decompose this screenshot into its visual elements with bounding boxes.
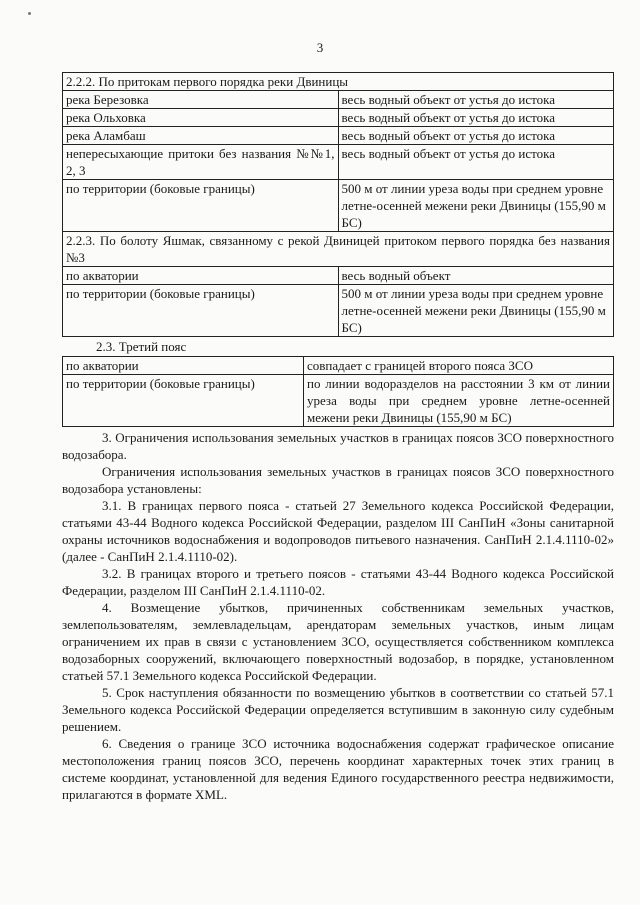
table-heading-row <box>63 73 614 91</box>
document-body <box>62 72 614 803</box>
cell-object: по территории (боковые границы) <box>63 375 304 427</box>
paragraph-5: 5. Срок наступления обязанности по возмещению убытков в соответствии со статьей 57.1 Земельного кодекса Российской Федерации определяется вступившим в законную силу судебным решением. <box>62 685 614 734</box>
paragraph-restrictions: Ограничения использования земельных участков в границах поясов ЗСО поверхностного водозабора установлены: <box>62 464 614 496</box>
table-heading-row <box>63 232 614 267</box>
table-row <box>63 127 614 145</box>
cell-object: река Березовка <box>63 91 339 109</box>
zone-table-third-belt <box>62 356 614 427</box>
cell-object: по акватории <box>63 267 339 285</box>
cell-object: непересыхающие притоки без названия №№1, 2, 3 <box>63 145 339 180</box>
paragraph-3-1: 3.1. В границах первого пояса - статьей 27 Земельного кодекса Российской Федерации, статьями 43-44 Водного кодекса Российской Федерации, разделом III СанПиН «Зоны санитарной охраны источников водоснабжения и водопроводов питьевого назначения. СанПиН 2.1.4.1110-02» (далее - СанПиН 2.1.4.1110-02). <box>62 498 614 564</box>
scan-speck <box>28 12 31 15</box>
table-row <box>63 91 614 109</box>
table-row <box>63 285 614 337</box>
table-row <box>63 109 614 127</box>
zone-table-second-belt <box>62 72 614 337</box>
cell-boundary: весь водный объект от устья до истока <box>338 127 614 145</box>
cell-boundary: весь водный объект от устья до истока <box>338 91 614 109</box>
table-row <box>63 375 614 427</box>
cell-boundary: весь водный объект от устья до истока <box>338 109 614 127</box>
table-row <box>63 357 614 375</box>
cell-object: река Аламбаш <box>63 127 339 145</box>
table-heading-swamp: 2.2.3. По болоту Яшмак, связанному с рекой Двиницей притоком первого порядка без названия №3 <box>63 232 614 267</box>
cell-object: по территории (боковые границы) <box>63 285 339 337</box>
paragraph-6: 6. Сведения о границе ЗСО источника водоснабжения содержат графическое описание местоположения границ поясов ЗСО, перечень координат характерных точек этих границ в системе координат, установленной для ведения Единого государственного реестра недвижимости, прилагаются в формате XML. <box>62 736 614 802</box>
cell-boundary: 500 м от линии уреза воды при среднем уровне летне-осенней межени реки Двиницы (155,90 м БС) <box>338 285 614 337</box>
cell-object: по акватории <box>63 357 304 375</box>
cell-object: река Ольховка <box>63 109 339 127</box>
cell-boundary: 500 м от линии уреза воды при среднем уровне летне-осенней межени реки Двиницы (155,90 м БС) <box>338 180 614 232</box>
paragraph-3-2: 3.2. В границах второго и третьего поясов - статьями 43-44 Водного кодекса Российской Федерации, разделом III СанПиН 2.1.4.1110-02. <box>62 566 614 598</box>
table-row <box>63 180 614 232</box>
table-row <box>63 145 614 180</box>
paragraph-3: 3. Ограничения использования земельных участков в границах поясов ЗСО поверхностного водозабора. <box>62 430 614 462</box>
cell-boundary: весь водный объект <box>338 267 614 285</box>
paragraph-4: 4. Возмещение убытков, причиненных собственникам земельных участков, землепользователям, землевладельцам, арендаторам земельных участков, иным лицам ограничением их прав в связи с установлением ЗСО, осуществляется собственником комплекса водозаборных сооружений, включающего поверхностный водозабор, в порядке, установленном статьей 57.1 Земельного кодекса Российской Федерации. <box>62 600 614 683</box>
cell-boundary: весь водный объект от устья до истока <box>338 145 614 180</box>
cell-object: по территории (боковые границы) <box>63 180 339 232</box>
table-row <box>63 267 614 285</box>
page-number: 3 <box>316 40 324 55</box>
cell-boundary: по линии водоразделов на расстоянии 3 км от линии уреза воды при среднем уровне летне-осенней межени реки Двиницы (155,90 м БС) <box>304 375 614 427</box>
table-heading-tributaries: 2.2.2. По притокам первого порядка реки Двиницы <box>63 73 614 91</box>
cell-boundary: совпадает с границей второго пояса ЗСО <box>304 357 614 375</box>
paragraphs <box>62 429 614 803</box>
section-heading-third-belt: 2.3. Третий пояс <box>96 339 187 354</box>
